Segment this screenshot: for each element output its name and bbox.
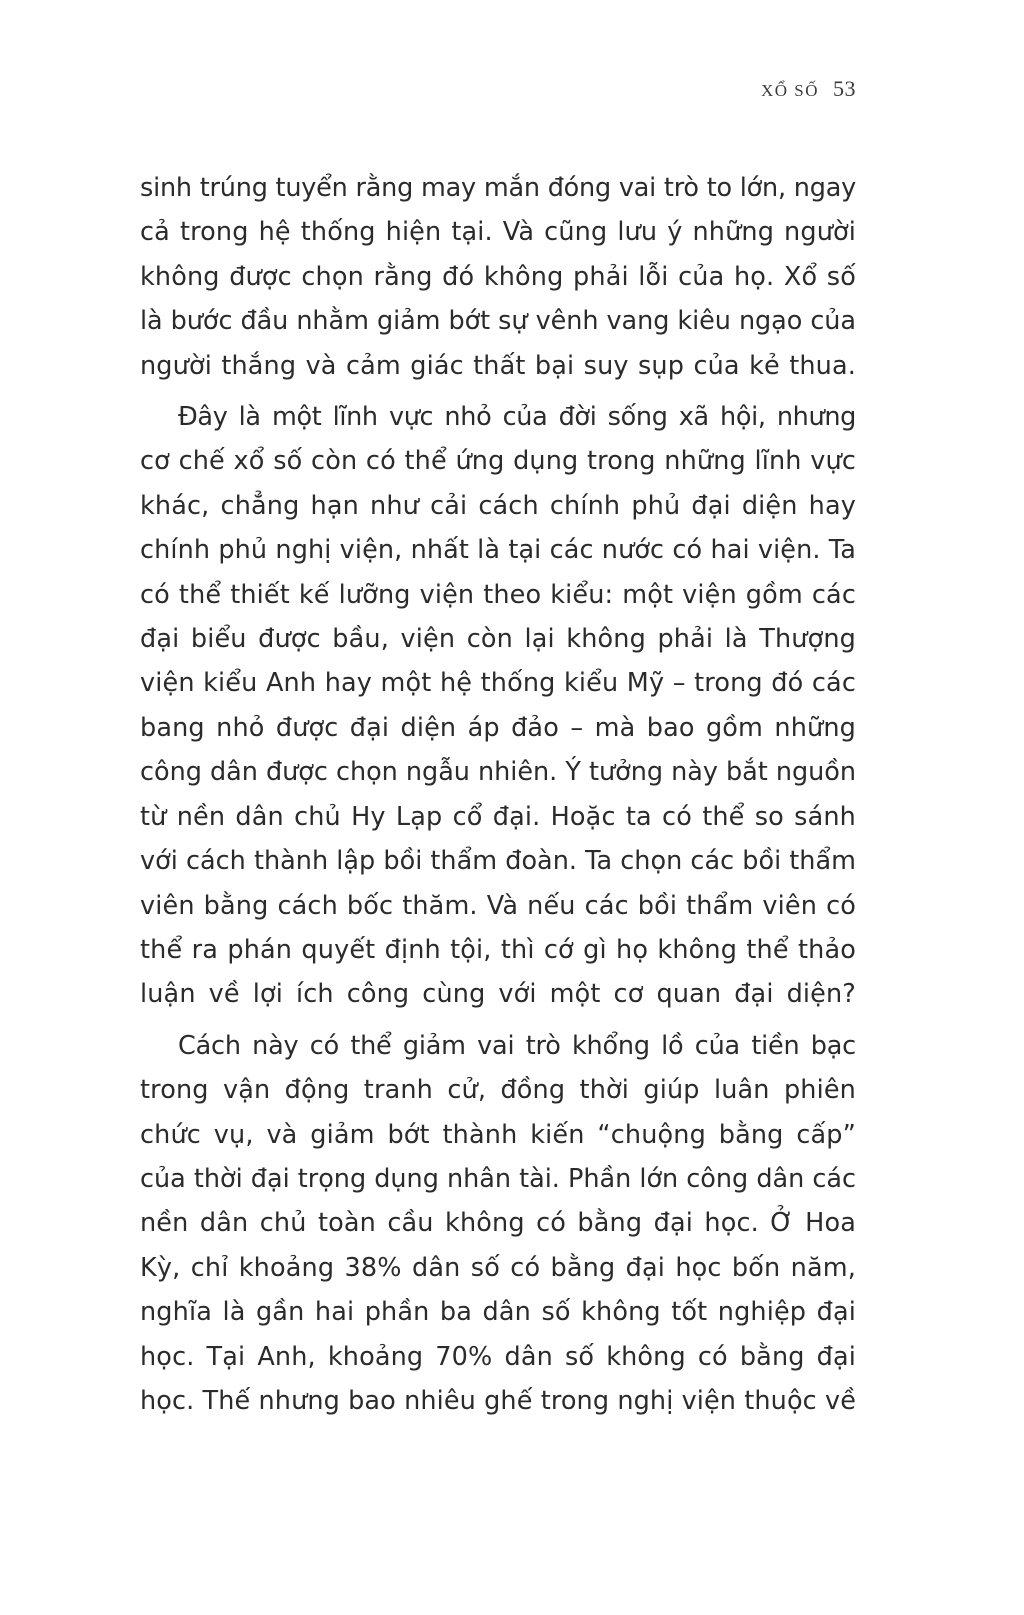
paragraph-2 — [140, 395, 856, 1017]
text-line: học. Thế nhưng bao nhiêu ghế trong nghị viện thuộc về — [140, 1385, 856, 1416]
text-line: chính phủ nghị viện, nhất là tại các nước có hai viện. Ta — [140, 535, 856, 566]
text-line: bang nhỏ được đại diện áp đảo – mà bao gồm những — [140, 712, 856, 743]
text-line: luận về lợi ích công cùng với một cơ quan đại diện? — [140, 979, 856, 1010]
text-line: trong vận động tranh cử, đồng thời giúp luân phiên — [140, 1075, 856, 1106]
text-line: Cách này có thể giảm vai trò khổng lồ của tiền bạc — [178, 1030, 856, 1061]
text-line: công dân được chọn ngẫu nhiên. Ý tưởng này bắt nguồn — [140, 757, 856, 788]
text-line: nền dân chủ toàn cầu không có bằng đại học. Ở Hoa — [140, 1208, 856, 1239]
text-line: Kỳ, chỉ khoảng 38% dân số có bằng đại học bốn năm, — [140, 1252, 856, 1283]
text-line: sinh trúng tuyển rằng may mắn đóng vai trò to lớn, ngay — [140, 173, 857, 203]
text-line: Đây là một lĩnh vực nhỏ của đời sống xã hội, nhưng — [178, 402, 856, 433]
text-line: không được chọn rằng đó không phải lỗi của họ. Xổ số — [140, 261, 856, 292]
paragraph-1 — [140, 166, 856, 388]
text-line: cả trong hệ thống hiện tại. Và cũng lưu ý những người — [140, 217, 856, 248]
text-line: là bước đầu nhằm giảm bớt sự vênh vang kiêu ngạo của — [140, 306, 856, 337]
text-line: của thời đại trọng dụng nhân tài. Phần lớn công dân các — [140, 1163, 856, 1194]
text-line: viện kiểu Anh hay một hệ thống kiểu Mỹ – trong đó các — [140, 668, 856, 699]
text-line: có thể thiết kế lưỡng viện theo kiểu: một viện gồm các — [140, 579, 856, 610]
body-text — [140, 166, 856, 1423]
page-number: 53 — [833, 76, 856, 101]
text-line: đại biểu được bầu, viện còn lại không phải là Thượng — [140, 624, 856, 655]
text-line: với cách thành lập bồi thẩm đoàn. Ta chọn các bồi thẩm — [140, 846, 856, 877]
text-line: thể ra phán quyết định tội, thì cớ gì họ không thể thảo — [140, 934, 856, 965]
running-header — [761, 76, 856, 106]
text-line: người thắng và cảm giác thất bại suy sụp của kẻ thua. — [140, 350, 856, 381]
text-line: học. Tại Anh, khoảng 70% dân số không có bằng đại — [140, 1341, 856, 1372]
text-line: viên bằng cách bốc thăm. Và nếu các bồi thẩm viên có — [140, 890, 856, 921]
text-line: chức vụ, và giảm bớt thành kiến “chuộng bằng cấp” — [140, 1119, 856, 1150]
section-title: XỔ SỐ — [760, 81, 819, 100]
text-line: nghĩa là gần hai phần ba dân số không tốt nghiệp đại — [140, 1297, 856, 1328]
text-line: từ nền dân chủ Hy Lạp cổ đại. Hoặc ta có thể so sánh — [140, 801, 856, 832]
paragraph-3 — [140, 1024, 856, 1424]
text-line: cơ chế xổ số còn có thể ứng dụng trong những lĩnh vực — [140, 446, 856, 477]
text-line: khác, chẳng hạn như cải cách chính phủ đại diện hay — [140, 490, 856, 521]
